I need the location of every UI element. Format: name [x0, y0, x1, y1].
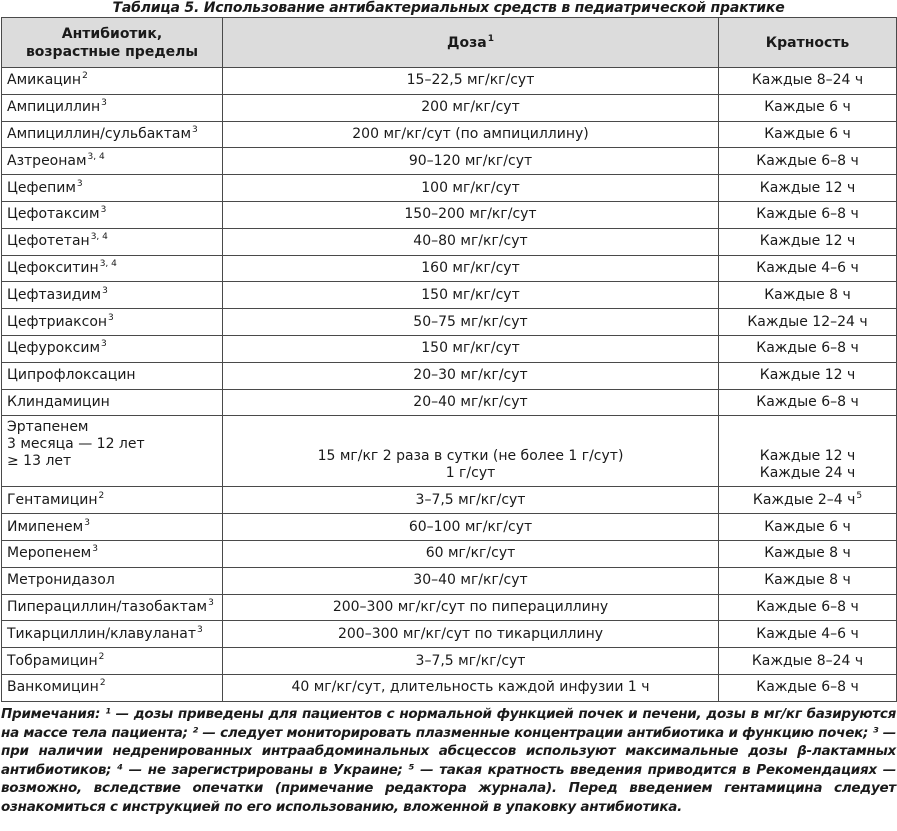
- cell-name: [2, 335, 223, 362]
- ertapenem-age2: ≥ 13 лет: [7, 453, 72, 470]
- frequency-value: Каждые 6–8 ч: [756, 152, 859, 169]
- cell-dose: 90–120 мг/кг/сут: [223, 148, 719, 175]
- cell-name: [2, 362, 223, 389]
- ertapenem-freq2: Каждые 24 ч: [759, 465, 856, 482]
- antibiotic-name: Азтреонам: [7, 152, 87, 169]
- cell-frequency: [719, 68, 897, 95]
- cell-frequency: [719, 228, 897, 255]
- cell-frequency: [719, 148, 897, 175]
- cell-dose: 200–300 мг/кг/сут по тикарциллину: [223, 621, 719, 648]
- cell-dose: 40 мг/кг/сут, длительность каждой инфузии 1 ч: [223, 674, 719, 701]
- antibiotic-name: Цефотаксим: [7, 206, 100, 223]
- footnote-marker: 3, 4: [90, 232, 108, 243]
- ertapenem-dose1: 15 мг/кг 2 раза в сутки (не более 1 г/сут): [317, 448, 624, 465]
- footnote-marker: 3: [100, 205, 107, 216]
- cell-dose: 150 мг/кг/сут: [223, 335, 719, 362]
- cell-name: [2, 121, 223, 148]
- antibiotic-name: Цефтриаксон: [7, 313, 108, 330]
- cell-dose: 3–7,5 мг/кг/сут: [223, 487, 719, 514]
- header-dose-label: Доза: [447, 34, 487, 51]
- cell-name: [2, 255, 223, 282]
- cell-name: [2, 674, 223, 701]
- frequency-value: Каждые 4–6 ч: [756, 259, 859, 276]
- frequency-value: Каждые 8–24 ч: [751, 652, 864, 669]
- antibiotic-name: Ципрофлоксацин: [7, 367, 136, 384]
- footnote-marker: 3: [92, 544, 98, 555]
- cell-frequency: [719, 362, 897, 389]
- table-notes: Примечания: ¹ — дозы приведены для пациентов с нормальной функцией почек и печени, дозы в мг/кг базируются на массе тела пациента; ² — следует мониторировать плазменные концентрации антибиотика и функцию почек; ³ — при наличии недренированных интраабдоминальных абсцессов используют максимальные дозы β-лактамных антибиотиков; ⁴ — не зарегистрированы в Украине; ⁵ — такая кратность введения приводится в Рекомендациях — возможно, вследствие опечатки (примечание редактора журнала). Перед введением гентамицина следует ознакомиться с инструкцией по его использованию, вложенной в упаковку антибиотика.: [1, 706, 896, 815]
- footnote-marker: 3: [108, 312, 114, 323]
- frequency-value: Каждые 8 ч: [764, 572, 851, 589]
- cell-name: [2, 228, 223, 255]
- footnote-marker: 3: [102, 285, 108, 296]
- cell-name: [2, 148, 223, 175]
- antibiotic-name: Ванкомицин: [7, 679, 99, 696]
- frequency-value: Каждые 8 ч: [764, 545, 851, 562]
- cell-frequency: [719, 594, 897, 621]
- cell-frequency: [719, 648, 897, 675]
- ertapenem-age1: 3 месяца — 12 лет: [7, 436, 145, 453]
- table-row: [2, 621, 897, 648]
- footnote-marker: 2: [99, 678, 106, 689]
- cell-frequency: [719, 282, 897, 309]
- table-row: [2, 389, 897, 416]
- header-frequency: Кратность: [719, 18, 897, 68]
- cell-dose: 200 мг/кг/сут: [223, 94, 719, 121]
- cell-name: [2, 416, 223, 487]
- cell-dose: 15–22,5 мг/кг/сут: [223, 68, 719, 95]
- cell-dose: 200–300 мг/кг/сут по пиперациллину: [223, 594, 719, 621]
- table-row: [2, 148, 897, 175]
- antibiotic-name: Цефотетан: [7, 233, 90, 250]
- header-antibiotic-line1: Антибиотик,: [61, 25, 163, 42]
- cell-name: [2, 648, 223, 675]
- cell-frequency: [719, 201, 897, 228]
- frequency-value: Каждые 12 ч: [759, 367, 856, 384]
- cell-dose: 20–30 мг/кг/сут: [223, 362, 719, 389]
- frequency-value: Каждые 6–8 ч: [756, 206, 859, 223]
- table-row: [2, 228, 897, 255]
- cell-dose: 60–100 мг/кг/сут: [223, 514, 719, 541]
- frequency-value: Каждые 6–8 ч: [756, 679, 859, 696]
- footnote-marker: 2: [82, 71, 88, 82]
- table-row: [2, 514, 897, 541]
- ertapenem-name: Эртапенем: [7, 419, 89, 436]
- cell-name: [2, 201, 223, 228]
- antibiotic-name: Цефтазидим: [7, 286, 102, 303]
- footnote-marker: 3: [192, 124, 198, 135]
- antibiotic-name: Клиндамицин: [7, 393, 110, 410]
- cell-name: [2, 389, 223, 416]
- table-row: [2, 68, 897, 95]
- frequency-value: Каждые 12–24 ч: [747, 313, 868, 330]
- frequency-value: Каждые 4–6 ч: [756, 625, 859, 642]
- cell-dose: 50–75 мг/кг/сут: [223, 309, 719, 336]
- antibiotics-table: [1, 17, 897, 702]
- footnote-marker: 3, 4: [99, 258, 117, 269]
- cell-dose: 200 мг/кг/сут (по ампициллину): [223, 121, 719, 148]
- frequency-value: Каждые 8–24 ч: [751, 72, 864, 89]
- cell-name: [2, 487, 223, 514]
- footnote-marker: 3: [208, 597, 214, 608]
- cell-frequency: [719, 121, 897, 148]
- header-dose: [223, 18, 719, 68]
- table-row: [2, 121, 897, 148]
- table-row-ertapenem: [2, 416, 897, 487]
- header-dose-footnote: 1: [487, 33, 494, 44]
- cell-dose: 30–40 мг/кг/сут: [223, 567, 719, 594]
- antibiotic-name: Имипенем: [7, 518, 84, 535]
- cell-name: [2, 309, 223, 336]
- antibiotic-name: Ампициллин: [7, 99, 101, 116]
- cell-frequency: [719, 309, 897, 336]
- cell-frequency: [719, 255, 897, 282]
- antibiotic-name: Пиперациллин/тазобактам: [7, 598, 208, 615]
- antibiotic-name: Ампициллин/сульбактам: [7, 125, 192, 142]
- table-row: [2, 674, 897, 701]
- footnote-marker: 3: [76, 178, 83, 189]
- table-row: [2, 567, 897, 594]
- frequency-value: Каждые 6–8 ч: [756, 598, 859, 615]
- antibiotic-name: Амикацин: [7, 72, 82, 89]
- footnote-marker: 2: [98, 490, 105, 501]
- table-row: [2, 648, 897, 675]
- cell-name: [2, 621, 223, 648]
- footnote-marker: 3: [101, 98, 107, 109]
- table-row: [2, 282, 897, 309]
- cell-frequency: [719, 514, 897, 541]
- cell-dose: 160 мг/кг/сут: [223, 255, 719, 282]
- cell-dose: 100 мг/кг/сут: [223, 175, 719, 202]
- frequency-value: Каждые 8 ч: [764, 286, 851, 303]
- frequency-value: Каждые 6 ч: [764, 99, 851, 116]
- cell-dose: 60 мг/кг/сут: [223, 540, 719, 567]
- footnote-marker: 2: [98, 651, 105, 662]
- table-row: [2, 255, 897, 282]
- frequency-value: Каждые 2–4 ч: [752, 491, 856, 508]
- table-header-row: [2, 18, 897, 68]
- cell-name: [2, 567, 223, 594]
- antibiotic-name: Метронидазол: [7, 572, 115, 589]
- frequency-value: Каждые 6 ч: [764, 125, 851, 142]
- cell-dose: 3–7,5 мг/кг/сут: [223, 648, 719, 675]
- cell-frequency: [719, 175, 897, 202]
- header-antibiotic-line2: возрастные пределы: [25, 43, 199, 60]
- table-row: [2, 94, 897, 121]
- table-row: [2, 362, 897, 389]
- cell-name: [2, 594, 223, 621]
- cell-frequency: [719, 335, 897, 362]
- cell-frequency: [719, 94, 897, 121]
- frequency-value: Каждые 6–8 ч: [756, 393, 859, 410]
- cell-frequency: [719, 567, 897, 594]
- cell-name: [2, 282, 223, 309]
- cell-name: [2, 540, 223, 567]
- cell-frequency: [719, 621, 897, 648]
- antibiotic-name: Меропенем: [7, 545, 92, 562]
- frequency-value: Каждые 6 ч: [764, 518, 851, 535]
- cell-frequency: [719, 674, 897, 701]
- footnote-marker: 3: [197, 624, 203, 635]
- cell-name: [2, 68, 223, 95]
- frequency-value: Каждые 6–8 ч: [756, 340, 859, 357]
- cell-frequency: [719, 389, 897, 416]
- cell-frequency: [719, 487, 897, 514]
- frequency-value: Каждые 12 ч: [759, 179, 856, 196]
- table-row: [2, 335, 897, 362]
- antibiotic-name: Тикарциллин/клавуланат: [7, 625, 196, 642]
- table-row: [2, 594, 897, 621]
- cell-dose: 150–200 мг/кг/сут: [223, 201, 719, 228]
- antibiotic-name: Цефуроксим: [7, 340, 101, 357]
- cell-dose: [223, 416, 719, 487]
- frequency-value: Каждые 12 ч: [759, 233, 856, 250]
- cell-dose: 40–80 мг/кг/сут: [223, 228, 719, 255]
- cell-frequency: [719, 540, 897, 567]
- table-caption: Таблица 5. Использование антибактериальных средств в педиатрической практике: [112, 0, 785, 16]
- footnote-marker: 3: [101, 339, 107, 350]
- antibiotic-name: Цефокситин: [7, 259, 99, 276]
- cell-name: [2, 514, 223, 541]
- table-row: [2, 487, 897, 514]
- antibiotic-name: Тобрамицин: [7, 652, 98, 669]
- cell-name: [2, 175, 223, 202]
- cell-dose: 150 мг/кг/сут: [223, 282, 719, 309]
- cell-name: [2, 94, 223, 121]
- footnote-marker: 5: [856, 490, 863, 501]
- antibiotic-name: Гентамицин: [7, 491, 98, 508]
- ertapenem-freq1: Каждые 12 ч: [759, 448, 856, 465]
- ertapenem-dose2: 1 г/сут: [445, 465, 496, 482]
- footnote-marker: 3: [84, 517, 90, 528]
- cell-dose: 20–40 мг/кг/сут: [223, 389, 719, 416]
- footnote-marker: 3, 4: [87, 151, 105, 162]
- table-row: [2, 175, 897, 202]
- header-antibiotic: [2, 18, 223, 68]
- antibiotic-name: Цефепим: [7, 179, 76, 196]
- table-row: [2, 309, 897, 336]
- table-row: [2, 540, 897, 567]
- table-row: [2, 201, 897, 228]
- cell-frequency: [719, 416, 897, 487]
